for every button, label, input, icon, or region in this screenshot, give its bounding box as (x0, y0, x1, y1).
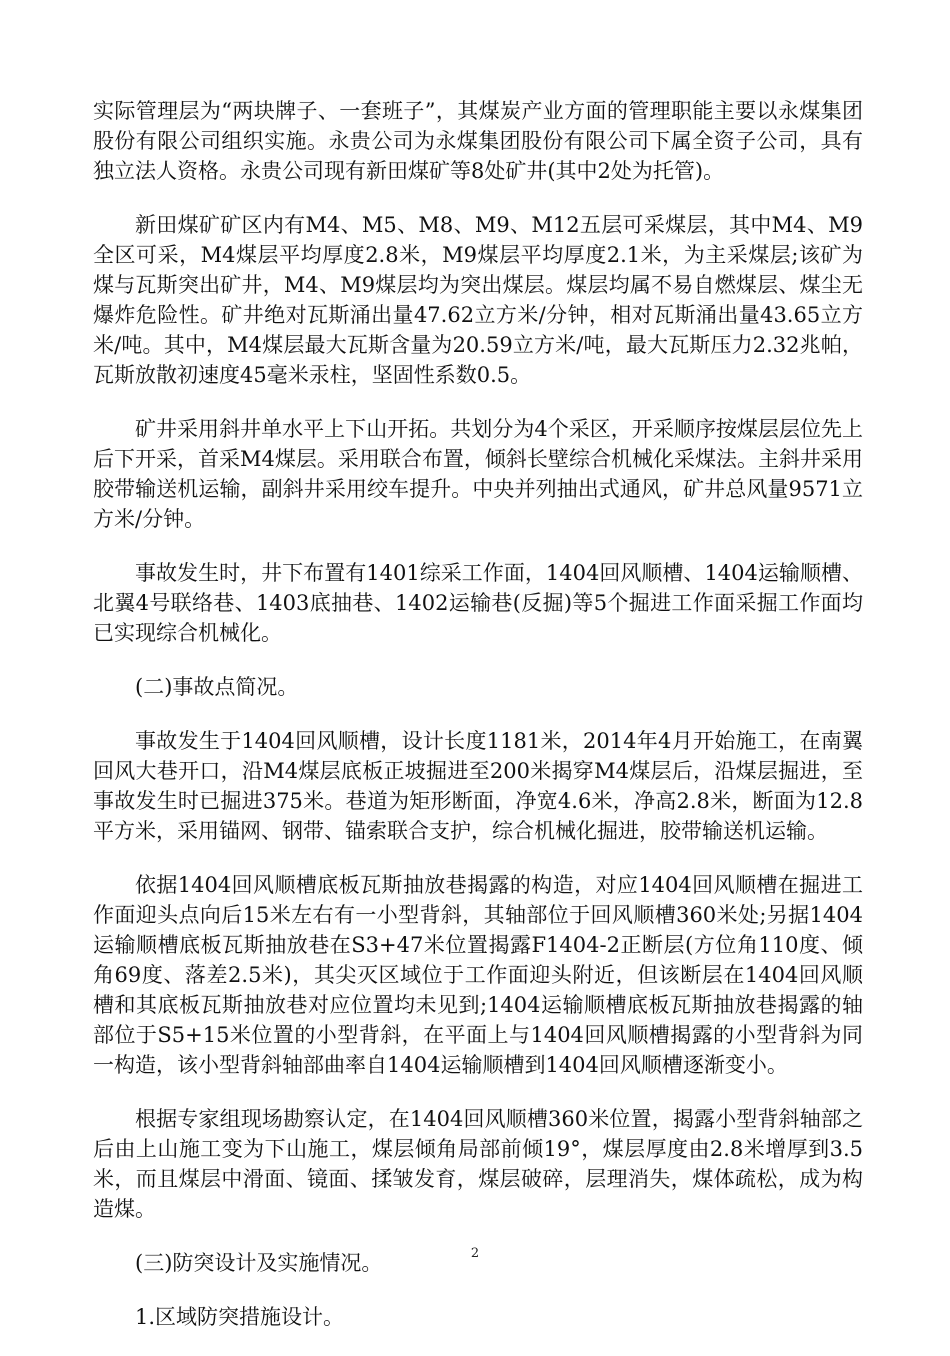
paragraph-expert-findings: 根据专家组现场勘察认定，在1404回风顺槽360米位置，揭露小型背斜轴部之后由上山施工变为下山施工，煤层倾角局部前倾19°，煤层厚度由2.8米增厚到3.5米，而且煤层中滑面、镜面、揉皱发育，煤层破碎，层理消失，煤体疏松，成为构造煤。 (93, 1107, 863, 1221)
paragraph-working-faces: 事故发生时，井下布置有1401综采工作面，1404回风顺槽、1404运输顺槽、北翼4号联络巷、1403底抽巷、1402运输巷(反掘)等5个掘进工作面采掘工作面均已实现综合机械化。 (93, 561, 863, 645)
paragraph-management-structure: 实际管理层为“两块牌子、一套班子”，其煤炭产业方面的管理职能主要以永煤集团股份有限公司组织实施。永贵公司为永煤集团股份有限公司下属全资子公司，具有独立法人资格。永贵公司现有新田煤矿等8处矿井(其中2处为托管)。 (93, 99, 863, 183)
document-body (93, 96, 863, 1356)
paragraph-geological-structure: 依据1404回风顺槽底板瓦斯抽放巷揭露的构造，对应1404回风顺槽在掘进工作面迎头点向后15米左右有一小型背斜，其轴部位于回风顺槽360米处;另据1404运输顺槽底板瓦斯抽放巷在S3+47米位置揭露F1404-2正断层(方位角110度、倾角69度、落差2.5米)，其尖灭区域位于工作面迎头附近，但该断层在1404回风顺槽和其底板瓦斯抽放巷对应位置均未见到;1404运输顺槽底板瓦斯抽放巷揭露的轴部位于S5+15米位置的小型背斜，在平面上与1404回风顺槽揭露的小型背斜为同一构造，该小型背斜轴部曲率自1404运输顺槽到1404回风顺槽逐渐变小。 (93, 873, 863, 1077)
subsection-heading-regional-measures: 1.区域防突措施设计。 (135, 1305, 345, 1329)
page-number: 2 (470, 1246, 480, 1261)
paragraph-mining-method: 矿井采用斜井单水平上下山开拓。共划分为4个采区，开采顺序按煤层层位先上后下开采，首采M4煤层。采用联合布置，倾斜长壁综合机械化采煤法。主斜井采用胶带输送机运输，副斜井采用绞车提升。中央并列抽出式通风，矿井总风量9571立方米/分钟。 (93, 417, 863, 531)
section-heading-outburst-prevention: (三)防突设计及实施情况。 (135, 1251, 383, 1275)
paragraph-coal-seams: 新田煤矿矿区内有M4、M5、M8、M9、M12五层可采煤层，其中M4、M9全区可采，M4煤层平均厚度2.8米，M9煤层平均厚度2.1米，为主采煤层;该矿为煤与瓦斯突出矿井，M4、M9煤层均为突出煤层。煤层均属不易自燃煤层、煤尘无爆炸危险性。矿井绝对瓦斯涌出量47.62立方米/分钟，相对瓦斯涌出量43.65立方米/吨。其中，M4煤层最大瓦斯含量为20.59立方米/吨，最大瓦斯压力2.32兆帕，瓦斯放散初速度45毫米汞柱，坚固性系数0.5。 (93, 213, 863, 387)
section-heading-accident-site: (二)事故点简况。 (135, 675, 299, 699)
paragraph-accident-location: 事故发生于1404回风顺槽，设计长度1181米，2014年4月开始施工，在南翼回风大巷开口，沿M4煤层底板正坡掘进至200米揭穿M4煤层后，沿煤层掘进，至事故发生时已掘进375米。巷道为矩形断面，净宽4.6米，净高2.8米，断面为12.8平方米，采用锚网、钢带、锚索联合支护，综合机械化掘进，胶带输送机运输。 (93, 729, 863, 843)
